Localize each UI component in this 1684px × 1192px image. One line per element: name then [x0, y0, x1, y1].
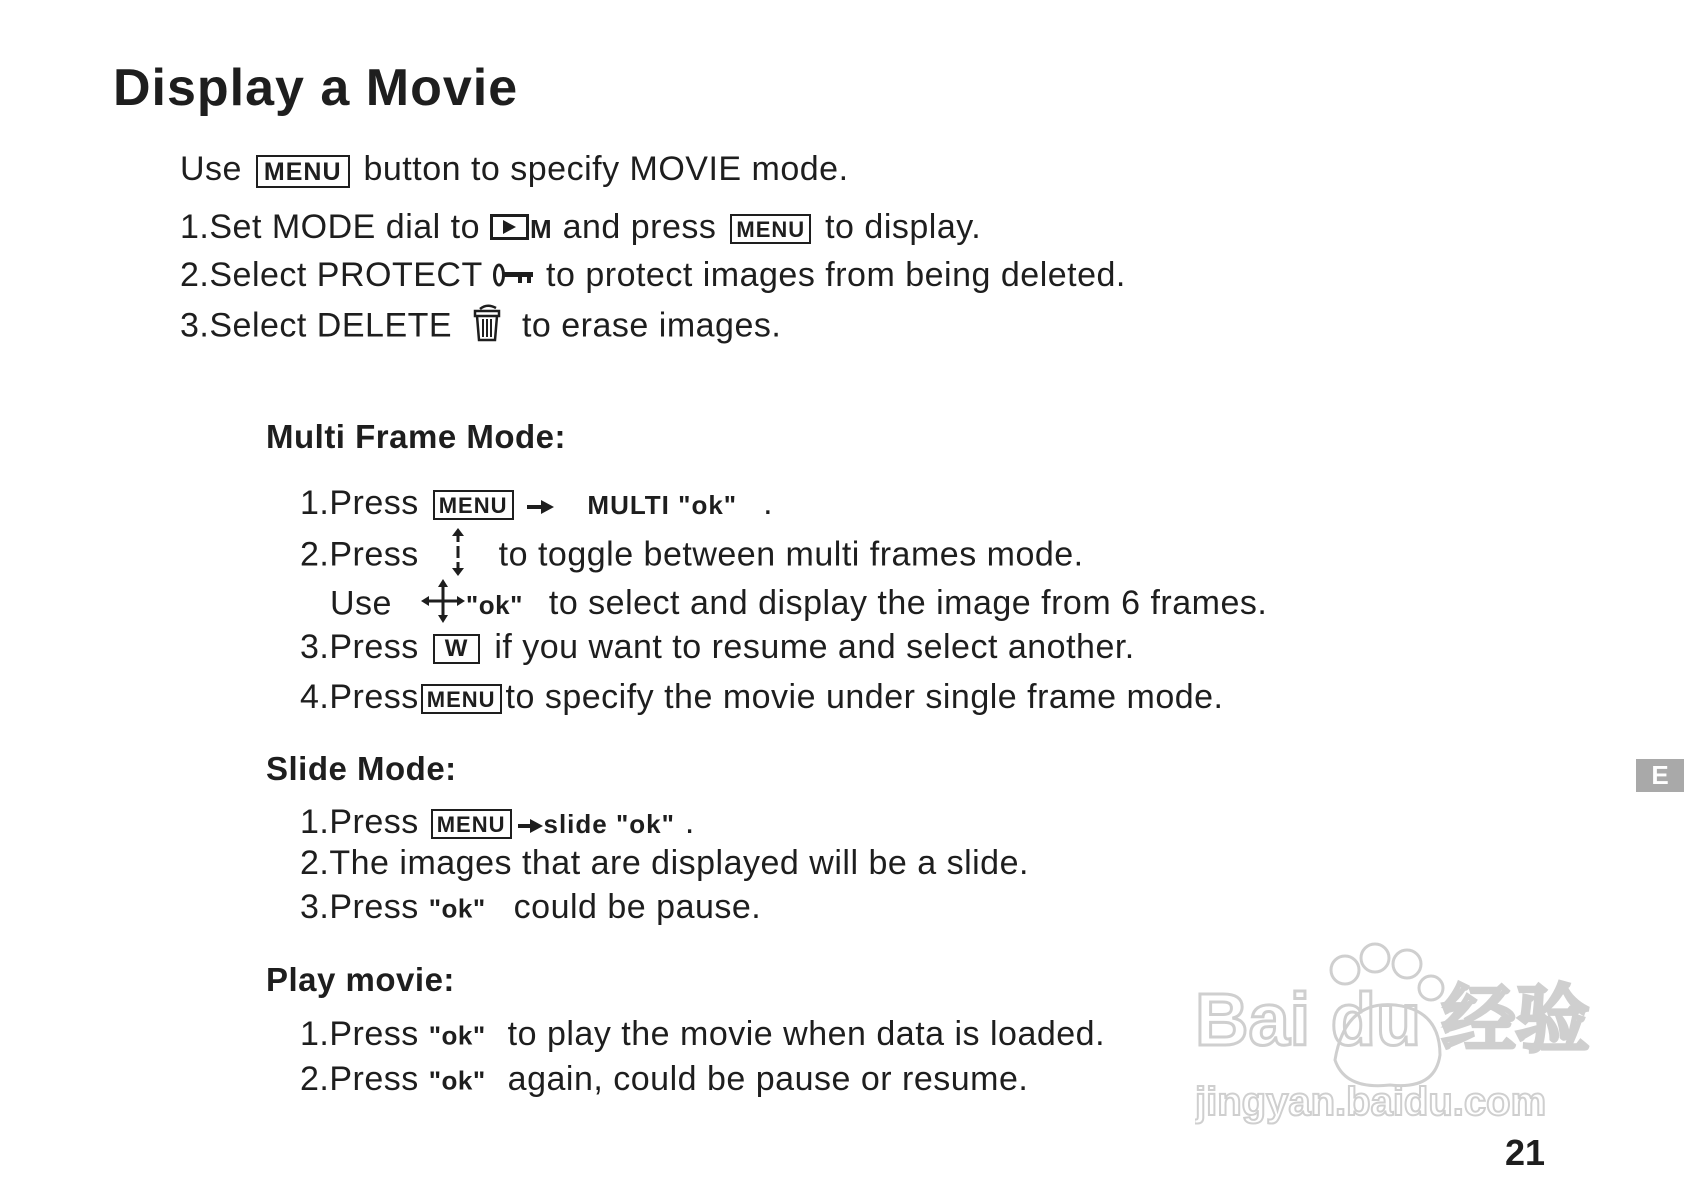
- key-icon: [492, 258, 536, 297]
- menu-key: MENU: [431, 809, 512, 839]
- step-1-post: to display.: [825, 208, 982, 246]
- multi-step-3: [300, 628, 1135, 667]
- play-step-1: [300, 1015, 1105, 1054]
- page-number: 21: [1505, 1132, 1546, 1173]
- slide-step-2: 2.The images that are displayed will be a slide.: [300, 844, 1029, 882]
- baidu-watermark: [1195, 940, 1595, 1130]
- multi-frame-heading: Multi Frame Mode:: [266, 418, 567, 455]
- w-key: W: [433, 634, 481, 664]
- watermark-logo: Bai du 经验: [1195, 978, 1590, 1061]
- step-2-post: to protect images from being deleted.: [546, 256, 1126, 294]
- play-step-2-text: 2.Press: [300, 1060, 419, 1098]
- page-title: Display a Movie: [113, 59, 519, 117]
- multi-step-1-post: .: [763, 484, 774, 522]
- ok-button-label: "ok": [465, 590, 523, 620]
- arrow-right-icon: [527, 486, 555, 525]
- intro-line: [180, 150, 849, 189]
- menu-key: MENU: [730, 214, 811, 244]
- step-1-mid: and press: [562, 208, 717, 246]
- movie-mode-label: M: [529, 214, 553, 244]
- slide-step-1: [300, 803, 695, 844]
- trash-icon: [472, 303, 502, 352]
- arrow-right-icon: [518, 805, 544, 844]
- slide-step-3-post: could be pause.: [513, 888, 762, 926]
- language-tab: E: [1636, 759, 1684, 792]
- multi-step-4-post: to specify the movie under single frame mode.: [505, 678, 1224, 716]
- multi-step-1: [300, 484, 773, 525]
- play-step-2-post: again, could be pause or resume.: [507, 1060, 1029, 1098]
- multi-step-use: [330, 578, 1267, 633]
- menu-key: MENU: [256, 155, 350, 188]
- step-3: [180, 303, 781, 352]
- ok-button-label: "ok": [428, 1065, 486, 1096]
- intro-use: Use: [180, 150, 242, 188]
- multi-step-2: [300, 528, 1084, 585]
- step-1: [180, 208, 981, 249]
- multi-step-2-post: to toggle between multi frames mode.: [498, 535, 1084, 574]
- play-step-1-post: to play the movie when data is loaded.: [507, 1015, 1106, 1053]
- multi-step-2-text: 2.Press: [300, 535, 419, 574]
- slide-step-3: [300, 888, 761, 927]
- step-2: [180, 256, 1126, 297]
- step-3-post: to erase images.: [521, 306, 782, 345]
- play-movie-heading: Play movie:: [266, 961, 455, 998]
- step-3-text: 3.Select DELETE: [180, 306, 453, 345]
- multi-step-4-text: 4.Press: [300, 678, 419, 716]
- slide-mode-heading: Slide Mode:: [266, 750, 457, 787]
- multi-step-1-text: 1.Press: [300, 484, 419, 522]
- ok-button-label: "ok": [428, 893, 486, 924]
- ok-button-label: "ok": [428, 1020, 486, 1051]
- menu-key: MENU: [421, 684, 502, 714]
- slide-step-1-post: .: [684, 803, 695, 841]
- slide-step-1-text: 1.Press: [300, 803, 419, 841]
- multi-step-3-text: 3.Press: [300, 628, 419, 666]
- playback-movie-icon: [490, 210, 530, 249]
- multi-step-4: [300, 678, 1224, 717]
- up-down-arrow-icon: [451, 528, 465, 585]
- watermark-url: jingyan.baidu.com: [1195, 1080, 1547, 1124]
- menu-key: MENU: [433, 490, 514, 520]
- slide-ok-command: slide "ok": [543, 809, 675, 839]
- slide-step-3-text: 3.Press: [300, 888, 419, 926]
- four-way-arrow-icon: [420, 578, 466, 633]
- multi-use-text: Use: [330, 584, 392, 623]
- play-step-2: [300, 1060, 1028, 1099]
- intro-rest: button to specify MOVIE mode.: [363, 150, 849, 188]
- multi-ok-command: MULTI "ok": [587, 490, 738, 520]
- step-1-text: 1.Set MODE dial to: [180, 208, 481, 246]
- multi-step-3-post: if you want to resume and select another.: [494, 628, 1135, 666]
- play-step-1-text: 1.Press: [300, 1015, 419, 1053]
- step-2-text: 2.Select PROTECT: [180, 256, 483, 294]
- multi-use-post: to select and display the image from 6 frames.: [548, 584, 1268, 623]
